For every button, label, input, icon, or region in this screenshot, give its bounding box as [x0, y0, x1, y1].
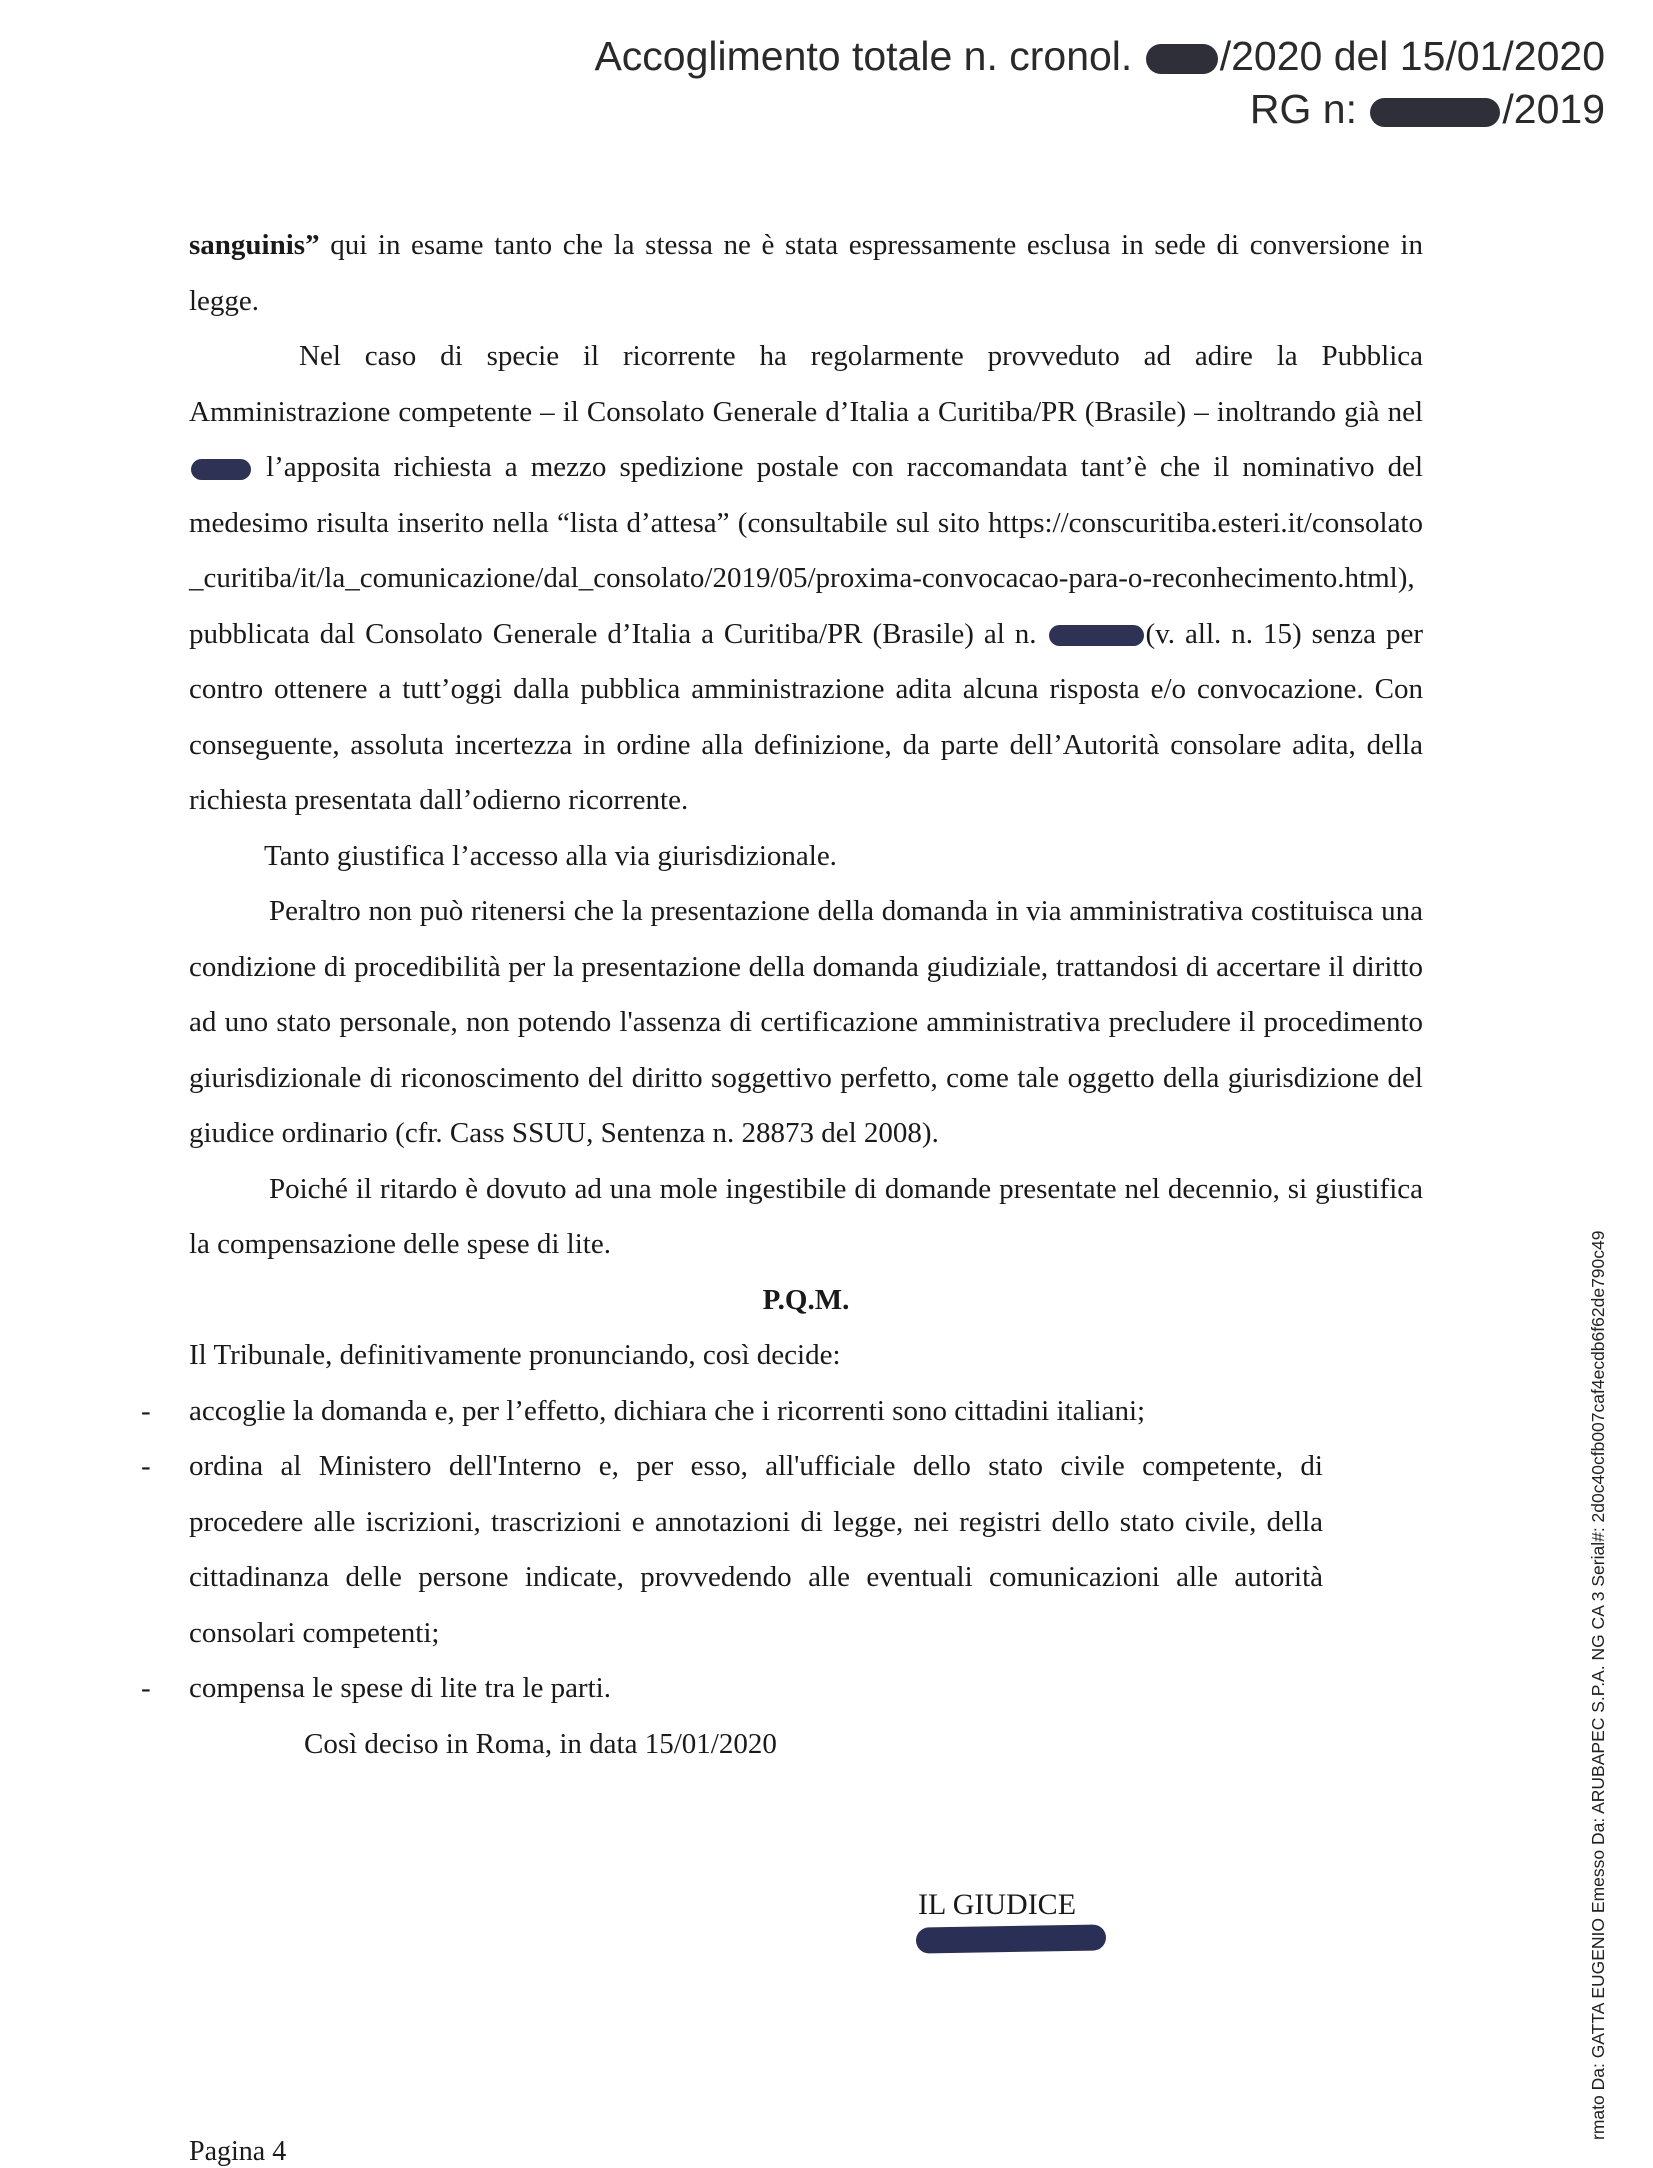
redaction-mark [1370, 98, 1500, 128]
digital-signature-stamp: rmato Da: GATTA EUGENIO Emesso Da: ARUBAPEC S.P.A. NG CA 3 Serial#: 2d0c40cfb007caf4ecdb6f62de790c49 [1588, 1230, 1608, 2140]
header-rg-line: RG n: /2019 [1249, 86, 1605, 133]
redaction-mark [191, 459, 251, 480]
signature-block [918, 1888, 1106, 1960]
paragraph-1: sanguinis” qui in esame tanto che la stessa ne è stata espressamente esclusa in sede di conversione in legge. [189, 229, 1423, 317]
paragraph-5: Poiché il ritardo è dovuto ad una mole ingestibile di domande presentate nel decennio, si giustifica la compensazione delle spese di lite. [189, 1172, 1423, 1260]
signature-scribble [916, 1924, 1106, 1953]
consulate-url: https://conscuritiba.esteri.it/consolato_curitiba/it/la_comunicazione/dal_consolato/2019/05/proxima-convocacao-para-o-reconhecimento.html [189, 506, 1423, 594]
document-body [189, 218, 1423, 1772]
closing-line: Così deciso in Roma, in data 15/01/2020 [304, 1727, 777, 1760]
list-item: - accoglie la domanda e, per l’effetto, dichiara che i ricorrenti sono cittadini italiani; [189, 1384, 1423, 1440]
pqm-heading: P.Q.M. [762, 1283, 850, 1316]
document-header [594, 30, 1605, 137]
redaction-mark [1049, 625, 1144, 646]
decision-list [189, 1384, 1423, 1717]
paragraph-3: Tanto giustifica l’accesso alla via giurisdizionale. [264, 839, 837, 872]
list-item: - ordina al Ministero dell'Interno e, per esso, all'ufficiale dello stato civile competente, di procedere alle iscrizioni, trascrizioni e annotazioni di legge, nei registri dello stato civile, della cittadinanza delle persone indicate, provvedendo alle eventuali comunicazioni alle autorità consolari competenti; [189, 1439, 1423, 1661]
decision-intro: Il Tribunale, definitivamente pronunciando, così decide: [189, 1339, 841, 1371]
paragraph-2: Nel caso di specie il ricorrente ha regolarmente provveduto ad adire la Pubblica Amministrazione competente – il Consolato Generale d’Italia a Curitiba/PR (Brasile) – inoltrando già nel l’apposita richiesta a mezzo spedizione postale con raccomandata tant’è che il nominativo del medesimo risulta inserito nella “lista d’attesa” (consultabile sul sito https://conscuritiba.esteri.it/consolato_curitiba/it/la_comunicazione/dal_consolato/2019/05/proxima-convocacao-para-o-reconhecimento.html), pubblicata dal Consolato Generale d’Italia a Curitiba/PR (Brasile) al n. (v. all. n. 15) senza per contro ottenere a tutt’oggi dalla pubblica amministrazione adita alcuna risposta e/o convocazione. Con conseguente, assoluta incertezza in ordine alla definizione, da parte dell’Autorità consolare adita, della richiesta presentata dall’odierno ricorrente. [189, 340, 1423, 816]
list-item: - compensa le spese di lite tra le parti. [189, 1661, 1423, 1717]
redaction-mark [1146, 44, 1218, 74]
paragraph-4: Peraltro non può ritenersi che la presentazione della domanda in via amministrativa costituisca una condizione di procedibilità per la presentazione della domanda giudiziale, trattandosi di accertare il diritto ad uno stato personale, non potendo l'assenza di certificazione amministrativa precludere il procedimento giurisdizionale di riconoscimento del diritto soggettivo perfetto, come tale oggetto della giurisdizione del giudice ordinario (cfr. Cass SSUU, Sentenza n. 28873 del 2008). [189, 895, 1423, 1149]
judge-title: IL GIUDICE [918, 1888, 1077, 1921]
header-cronol-line: Accoglimento totale n. cronol. /2020 del 15/01/2020 [594, 33, 1605, 79]
page-number: Pagina 4 [189, 2136, 287, 2167]
